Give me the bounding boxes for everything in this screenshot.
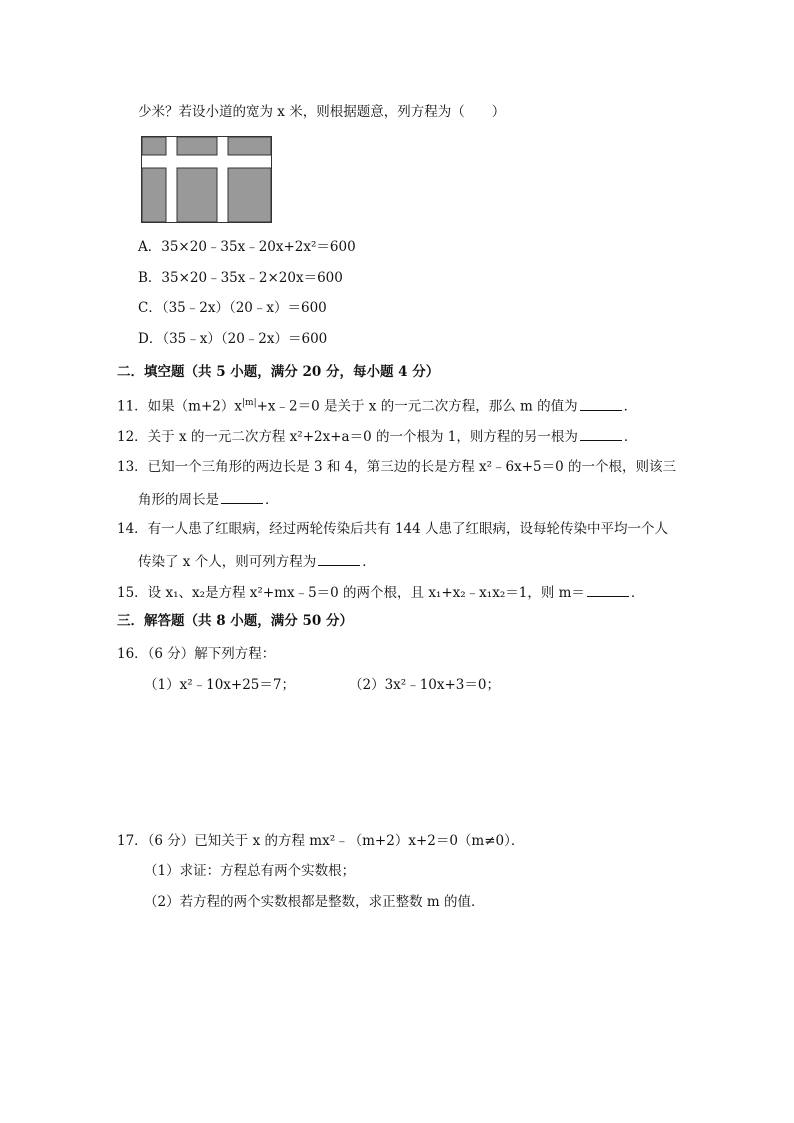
plot-bottom-right: [228, 168, 271, 222]
section-2-title: 二．填空题（共 5 小题，满分 20 分，每小题 4 分）: [117, 364, 440, 380]
answer-blank[interactable]: [580, 426, 622, 441]
question-11: [117, 394, 637, 416]
question-10-stem: 少米？若设小道的宽为 x 米，则根据题意，列方程为（ ）: [138, 104, 506, 120]
garden-path-figure: [141, 136, 273, 224]
answer-blank[interactable]: [318, 551, 360, 566]
q14-text: 传染了 x 个人，则可列方程为: [138, 554, 317, 570]
q13-end: ．: [265, 492, 279, 508]
q12-text: 12．关于 x 的一元二次方程 x²+2x+a＝0 的一个根为 1，则方程的另一根为: [117, 429, 578, 445]
question-16-part-1: （1）x²﹣10x+25＝7；: [144, 677, 295, 693]
plot-top-right: [228, 137, 271, 155]
q15-text: 15．设 x₁、x₂是方程 x²+mx﹣5＝0 的两个根，且 x₁+x₂﹣x₁x₂＝1，则 m＝: [117, 585, 585, 601]
plot-bottom-left: [142, 168, 166, 222]
question-16-part-2: （2）3x²﹣10x+3＝0；: [349, 677, 500, 693]
question-15: [117, 582, 644, 602]
q11-end: ．: [623, 398, 638, 415]
option-b: B．35×20﹣35x﹣2×20x＝600: [138, 270, 343, 286]
answer-blank[interactable]: [580, 396, 622, 411]
q11-exponent: |m|: [242, 398, 257, 408]
answer-blank[interactable]: [221, 489, 263, 504]
question-12: [117, 426, 637, 446]
question-17-part-2: （2）若方程的两个实数根都是整数，求正整数 m 的值．: [144, 894, 485, 910]
option-d: D．（35﹣x）（20﹣2x）＝600: [138, 331, 328, 347]
plot-top-middle: [177, 137, 217, 155]
question-14-line-2: [138, 551, 376, 571]
q13-text: 角形的周长是: [138, 492, 219, 508]
option-c: C．（35﹣2x）（20﹣x）＝600: [138, 300, 327, 316]
question-17-part-1: （1）求证：方程总有两个实数根；: [144, 863, 356, 879]
q14-end: ．: [362, 554, 376, 570]
option-a: A．35×20﹣35x﹣20x+2x²＝600: [138, 239, 356, 255]
plot-bottom-middle: [177, 168, 217, 222]
question-13-line-1: 13．已知一个三角形的两边长是 3 和 4，第三边的长是方程 x²﹣6x+5＝0 的一个根，则该三: [117, 459, 677, 475]
q11-text-after: +x﹣2＝0 是关于 x 的一元二次方程，那么 m 的值为: [256, 398, 578, 415]
question-14-line-1: 14．有一人患了红眼病，经过两轮传染后共有 144 人患了红眼病，设每轮传染中平均一个人: [117, 521, 669, 537]
q11-text-before: 11．如果（m+2）x: [117, 398, 242, 415]
question-13-line-2: [138, 489, 279, 509]
section-3-title: 三．解答题（共 8 小题，满分 50 分）: [117, 613, 353, 629]
q15-end: ．: [630, 585, 645, 601]
answer-blank[interactable]: [587, 582, 629, 597]
plot-top-left: [142, 137, 166, 155]
question-17-stem: 17．（6 分）已知关于 x 的方程 mx²﹣（m+2）x+2＝0（m≠0）．: [117, 833, 525, 849]
q12-end: ．: [623, 429, 638, 445]
question-16-stem: 16．（6 分）解下列方程：: [117, 646, 276, 662]
